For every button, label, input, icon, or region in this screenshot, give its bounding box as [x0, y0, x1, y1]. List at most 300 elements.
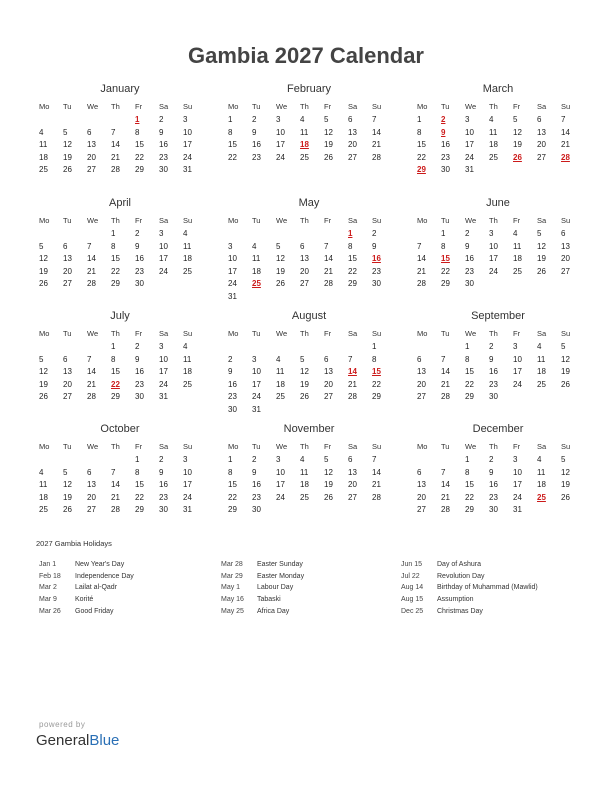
- day: 6: [87, 127, 92, 137]
- day: 26: [561, 492, 570, 502]
- weekday-header: Th: [300, 102, 309, 111]
- day: 17: [252, 379, 261, 389]
- day: 15: [111, 254, 120, 263]
- day: 1: [111, 229, 116, 238]
- day: 13: [537, 127, 546, 137]
- month-december: [414, 421, 582, 517]
- day: 12: [39, 367, 48, 376]
- day: 30: [465, 279, 474, 288]
- holiday-name: Assumption: [437, 596, 474, 604]
- day: 17: [489, 254, 498, 263]
- weekday-header: Mo: [228, 216, 239, 225]
- holiday-date: Jan 1: [39, 561, 57, 568]
- day: 25: [39, 165, 48, 174]
- empty-day: [36, 341, 60, 354]
- day: 17: [159, 254, 168, 263]
- weekday-header: Th: [111, 216, 120, 225]
- day: 10: [489, 241, 498, 251]
- day: 24: [159, 379, 168, 389]
- day: 20: [87, 152, 96, 162]
- weekday-header: Fr: [324, 442, 332, 451]
- day: 26: [561, 379, 570, 389]
- holiday-name: New Year's Day: [75, 561, 125, 568]
- holiday-name: Day of Ashura: [437, 561, 481, 568]
- holiday-name: Easter Monday: [257, 572, 305, 580]
- day: 12: [63, 140, 72, 149]
- day: 27: [417, 505, 426, 514]
- day: 2: [135, 342, 140, 351]
- day: 7: [87, 241, 92, 251]
- weekday-header: We: [276, 442, 288, 451]
- day: 13: [63, 254, 72, 263]
- day: 5: [276, 241, 281, 251]
- day: 7: [372, 455, 377, 464]
- day: 7: [441, 467, 446, 477]
- weekday-header: Th: [489, 442, 498, 451]
- weekday-header: Fr: [513, 216, 521, 225]
- day: 14: [372, 127, 381, 137]
- day: 7: [111, 127, 116, 137]
- day: 16: [489, 367, 498, 376]
- holiday-item: [39, 606, 134, 618]
- day: 18: [276, 379, 285, 389]
- day: 13: [300, 254, 309, 263]
- weekday-header: Tu: [441, 442, 450, 451]
- day: 29: [135, 165, 144, 174]
- day: 29: [465, 392, 474, 401]
- day: 17: [159, 367, 168, 376]
- day: 12: [63, 480, 72, 489]
- day: 18: [513, 254, 522, 263]
- empty-day: [249, 228, 273, 241]
- day: 14: [441, 480, 450, 489]
- day: 3: [465, 115, 470, 124]
- month-day-grid: [36, 440, 204, 517]
- day: 6: [63, 241, 68, 251]
- holiday-date: May 25: [221, 607, 244, 615]
- day: 16: [135, 367, 144, 376]
- day: 14: [111, 480, 120, 489]
- weekday-header: Su: [561, 442, 571, 451]
- day: 5: [39, 241, 44, 251]
- weekday-header: Tu: [441, 329, 450, 338]
- holiday-day: 1: [348, 229, 353, 238]
- day: 12: [276, 254, 285, 263]
- day: 21: [87, 379, 96, 389]
- day: 19: [63, 152, 72, 162]
- weekday-header: Tu: [441, 216, 450, 225]
- brand-logo[interactable]: [36, 732, 119, 749]
- day: 8: [135, 127, 140, 137]
- day: 1: [417, 115, 422, 124]
- day: 7: [441, 354, 446, 364]
- day: 24: [252, 392, 261, 401]
- weekday-header: Su: [183, 442, 193, 451]
- weekday-header: Sa: [159, 442, 169, 451]
- day: 5: [39, 354, 44, 364]
- day: 30: [489, 392, 498, 401]
- day: 21: [324, 266, 333, 276]
- day: 10: [513, 354, 522, 364]
- holiday-day: 2: [441, 115, 446, 124]
- weekday-header: Sa: [537, 329, 547, 338]
- day: 2: [465, 229, 470, 238]
- day: 13: [417, 367, 426, 376]
- day: 22: [348, 266, 357, 276]
- day: 26: [39, 279, 48, 288]
- empty-day: [84, 454, 108, 467]
- month-march: [414, 81, 582, 177]
- day: 10: [276, 127, 285, 137]
- day: 4: [537, 342, 542, 351]
- day: 29: [135, 505, 144, 514]
- day: 25: [537, 379, 546, 389]
- day: 15: [465, 480, 474, 489]
- day: 23: [228, 392, 237, 401]
- day: 22: [228, 492, 237, 502]
- day: 3: [228, 241, 233, 251]
- day: 23: [489, 379, 498, 389]
- day: 4: [252, 241, 257, 251]
- day: 30: [441, 165, 450, 174]
- day: 14: [324, 254, 333, 263]
- day: 10: [276, 467, 285, 477]
- day: 19: [537, 254, 546, 263]
- day: 8: [348, 241, 353, 251]
- holiday-date: Mar 2: [39, 584, 57, 592]
- brand-name-general: General: [36, 732, 90, 749]
- holiday-item: [221, 559, 304, 571]
- day: 21: [561, 140, 570, 149]
- empty-day: [414, 228, 438, 241]
- month-august: [225, 308, 393, 416]
- day: 13: [417, 480, 426, 489]
- day: 16: [228, 379, 237, 389]
- empty-day: [273, 341, 297, 354]
- holiday-name: Africa Day: [257, 607, 290, 615]
- day: 13: [348, 127, 357, 137]
- day: 30: [489, 505, 498, 514]
- holiday-date: Mar 9: [39, 596, 57, 604]
- holiday-date: Jul 22: [401, 572, 420, 580]
- day: 21: [111, 492, 120, 502]
- day: 4: [300, 115, 305, 124]
- day: 27: [561, 266, 570, 276]
- holiday-date: Mar 28: [221, 561, 243, 568]
- day: 10: [159, 354, 168, 364]
- weekday-header: We: [87, 442, 99, 451]
- weekday-header: Su: [372, 329, 382, 338]
- day: 20: [348, 480, 357, 489]
- holiday-day: 15: [441, 254, 450, 263]
- day: 28: [441, 505, 450, 514]
- day: 29: [465, 505, 474, 514]
- weekday-header: Mo: [39, 329, 50, 338]
- holiday-day: 28: [561, 152, 570, 162]
- day: 20: [561, 254, 570, 263]
- day: 17: [513, 480, 522, 489]
- month-april: [36, 195, 204, 291]
- day: 7: [87, 354, 92, 364]
- day: 15: [135, 140, 144, 149]
- weekday-header: Fr: [513, 102, 521, 111]
- day: 19: [561, 367, 570, 376]
- month-name: April: [108, 197, 131, 209]
- month-name: June: [486, 197, 510, 209]
- day: 22: [228, 152, 237, 162]
- day: 18: [39, 152, 48, 162]
- day: 15: [228, 140, 237, 149]
- day: 7: [372, 115, 377, 124]
- day: 20: [300, 266, 309, 276]
- day: 28: [111, 505, 120, 514]
- day: 14: [372, 467, 381, 477]
- day: 26: [63, 505, 72, 514]
- day: 22: [465, 492, 474, 502]
- day: 17: [276, 140, 285, 149]
- weekday-header: Fr: [513, 442, 521, 451]
- day: 10: [183, 467, 192, 477]
- day: 16: [252, 480, 261, 489]
- day: 26: [300, 392, 309, 401]
- day: 7: [324, 241, 329, 251]
- weekday-header: Fr: [513, 329, 521, 338]
- weekday-header: Tu: [252, 442, 261, 451]
- month-day-grid: [414, 440, 582, 517]
- holiday-day: 16: [372, 254, 381, 263]
- day: 18: [489, 140, 498, 149]
- day: 8: [228, 467, 233, 477]
- day: 31: [252, 404, 261, 414]
- day: 7: [561, 115, 566, 124]
- month-day-grid: [36, 214, 204, 291]
- day: 11: [300, 127, 309, 137]
- day: 23: [465, 266, 474, 276]
- day: 30: [159, 505, 168, 514]
- holiday-name: Independence Day: [75, 572, 134, 580]
- day: 22: [465, 379, 474, 389]
- day: 16: [465, 254, 474, 263]
- month-day-grid: [225, 327, 393, 416]
- day: 11: [183, 241, 192, 251]
- weekday-header: Fr: [324, 329, 332, 338]
- day: 9: [489, 467, 494, 477]
- day: 12: [324, 127, 333, 137]
- day: 7: [348, 354, 353, 364]
- empty-day: [414, 454, 438, 467]
- month-day-grid: [36, 327, 204, 404]
- weekday-header: Th: [489, 102, 498, 111]
- day: 25: [39, 505, 48, 514]
- day: 6: [300, 241, 305, 251]
- weekday-header: Sa: [159, 329, 169, 338]
- day: 28: [348, 392, 357, 401]
- day: 3: [513, 342, 518, 351]
- weekday-header: Sa: [159, 102, 169, 111]
- empty-day: [36, 228, 60, 241]
- day: 9: [372, 241, 377, 251]
- month-name: August: [291, 310, 327, 322]
- holiday-day: 26: [513, 152, 522, 162]
- day: 18: [183, 254, 192, 263]
- day: 14: [441, 367, 450, 376]
- month-october: [36, 421, 204, 517]
- day: 23: [252, 492, 261, 502]
- month-july: [36, 308, 204, 404]
- day: 2: [252, 115, 257, 124]
- day: 24: [465, 152, 474, 162]
- day: 18: [300, 480, 309, 489]
- empty-day: [438, 341, 462, 354]
- day: 10: [252, 367, 261, 376]
- day: 10: [159, 241, 168, 251]
- day: 12: [537, 241, 546, 251]
- day: 27: [537, 152, 546, 162]
- day: 31: [183, 505, 192, 514]
- day: 6: [63, 354, 68, 364]
- day: 7: [111, 467, 116, 477]
- day: 24: [489, 266, 498, 276]
- day: 4: [513, 229, 518, 238]
- day: 27: [348, 152, 357, 162]
- day: 31: [159, 392, 168, 401]
- day: 28: [111, 165, 120, 174]
- weekday-header: Su: [372, 216, 382, 225]
- month-name: September: [471, 310, 525, 322]
- day: 27: [87, 165, 96, 174]
- weekday-header: Th: [111, 442, 120, 451]
- day: 3: [252, 354, 257, 364]
- weekday-header: We: [465, 329, 477, 338]
- day: 9: [135, 354, 140, 364]
- month-day-grid: [414, 100, 582, 177]
- empty-day: [321, 228, 345, 241]
- day: 28: [417, 279, 426, 288]
- holiday-date: Mar 26: [39, 607, 61, 615]
- day: 12: [561, 354, 570, 364]
- day: 31: [513, 505, 522, 514]
- month-may: [225, 195, 393, 303]
- day: 12: [39, 254, 48, 263]
- weekday-header: Th: [300, 329, 309, 338]
- day: 2: [489, 342, 494, 351]
- day: 3: [276, 115, 281, 124]
- day: 9: [159, 467, 164, 477]
- day: 30: [372, 279, 381, 288]
- weekday-header: We: [276, 216, 288, 225]
- weekday-header: Fr: [135, 102, 143, 111]
- weekday-header: Mo: [228, 442, 239, 451]
- holiday-item: [221, 582, 304, 594]
- day: 26: [324, 152, 333, 162]
- day: 17: [183, 480, 192, 489]
- day: 11: [537, 354, 546, 364]
- day: 25: [489, 152, 498, 162]
- day: 26: [63, 165, 72, 174]
- weekday-header: Mo: [228, 329, 239, 338]
- day: 18: [537, 480, 546, 489]
- day: 11: [252, 254, 261, 263]
- holiday-date: Feb 18: [39, 572, 61, 580]
- holiday-name: Birthday of Muhammad (Mawlid): [437, 584, 538, 592]
- empty-day: [84, 341, 108, 354]
- holiday-item: [221, 594, 304, 606]
- holiday-item: [401, 571, 538, 583]
- day: 19: [63, 492, 72, 502]
- weekday-header: Tu: [63, 216, 72, 225]
- day: 24: [183, 152, 192, 162]
- day: 6: [417, 467, 422, 477]
- day: 23: [441, 152, 450, 162]
- day: 1: [228, 455, 233, 464]
- day: 25: [300, 492, 309, 502]
- day: 9: [228, 367, 233, 376]
- day: 6: [324, 354, 329, 364]
- day: 23: [135, 266, 144, 276]
- holiday-day: 25: [252, 279, 261, 288]
- day: 19: [39, 266, 48, 276]
- day: 15: [348, 254, 357, 263]
- holiday-name: Easter Sunday: [257, 561, 303, 568]
- day: 25: [276, 392, 285, 401]
- holiday-name: Labour Day: [257, 584, 294, 592]
- day: 27: [87, 505, 96, 514]
- day: 25: [183, 266, 192, 276]
- day: 28: [372, 492, 381, 502]
- day: 21: [441, 379, 450, 389]
- day: 6: [417, 354, 422, 364]
- weekday-header: Sa: [348, 102, 358, 111]
- month-day-grid: [225, 214, 393, 303]
- day: 30: [135, 392, 144, 401]
- day: 17: [276, 480, 285, 489]
- day: 27: [417, 392, 426, 401]
- day: 11: [513, 241, 522, 251]
- weekday-header: Su: [372, 442, 382, 451]
- month-name: November: [283, 423, 335, 435]
- day: 27: [324, 392, 333, 401]
- weekday-header: Tu: [63, 329, 72, 338]
- day: 24: [513, 492, 522, 502]
- holiday-date: Mar 29: [221, 572, 243, 580]
- day: 9: [135, 241, 140, 251]
- day: 28: [87, 279, 96, 288]
- holiday-item: [221, 606, 304, 618]
- empty-day: [249, 341, 273, 354]
- day: 10: [513, 467, 522, 477]
- month-june: [414, 195, 582, 291]
- day: 8: [111, 354, 116, 364]
- powered-by-label: powered by: [39, 720, 86, 729]
- day: 5: [63, 467, 68, 477]
- weekday-header: We: [276, 102, 288, 111]
- day: 10: [228, 254, 237, 263]
- weekday-header: Sa: [159, 216, 169, 225]
- day: 1: [465, 342, 470, 351]
- day: 14: [87, 254, 96, 263]
- day: 21: [417, 266, 426, 276]
- day: 17: [183, 140, 192, 149]
- day: 8: [228, 127, 233, 137]
- empty-day: [36, 114, 60, 127]
- day: 23: [159, 152, 168, 162]
- holiday-name: Tabaski: [257, 596, 281, 604]
- day: 21: [372, 140, 381, 149]
- day: 6: [87, 467, 92, 477]
- day: 3: [183, 115, 188, 124]
- day: 30: [228, 404, 237, 414]
- day: 19: [276, 266, 285, 276]
